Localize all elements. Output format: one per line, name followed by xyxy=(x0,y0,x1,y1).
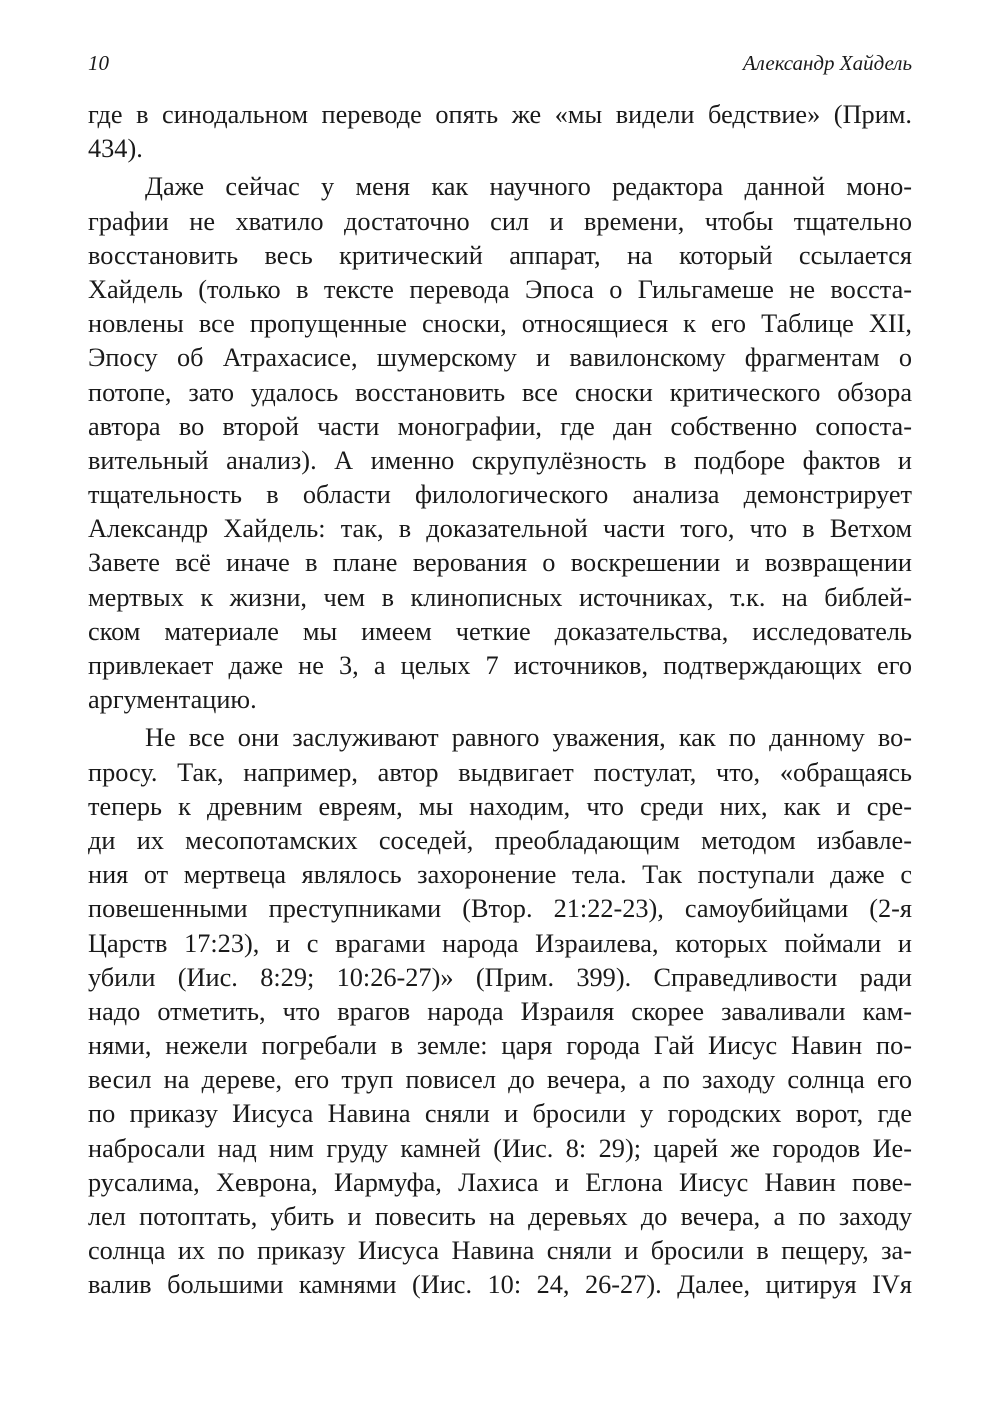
text-line: набросали над ним груду камней (Иис. 8: 29); царей же городов Ие- xyxy=(88,1133,912,1163)
text-line: ском материале мы имеем четкие доказательства, исследователь xyxy=(88,616,912,646)
paragraph-continuation xyxy=(88,98,912,166)
text-line: Александр Хайдель: так, в доказательной части того, что в Ветхом xyxy=(88,514,912,544)
text-line: аргументацию. xyxy=(88,685,257,715)
text-line: убили (Иис. 8:29; 10:26-27)» (Прим. 399). Справедливости ради xyxy=(88,962,912,992)
text-line: новлены все пропущенные сноски, относящиеся к его Таблице XII, xyxy=(88,309,912,339)
text-line: просу. Так, например, автор выдвигает постулат, что, «обращаясь xyxy=(88,757,912,787)
text-line: русалима, Хеврона, Иармуфа, Лахиса и Еглона Иисус Навин пове- xyxy=(88,1167,912,1197)
text-line: весил на дереве, его труп повисел до вечера, а по заходу солнца его xyxy=(88,1065,912,1095)
text-line: где в синодальном переводе опять же «мы видели бедствие» (Прим. xyxy=(88,100,912,129)
text-line: нями, нежели погребали в земле: царя города Гай Иисус Навин по- xyxy=(88,1031,912,1061)
text-line: 434). xyxy=(88,134,143,164)
text-line: Царств 17:23), и с врагами народа Израилева, которых поймали и xyxy=(88,928,912,958)
text-line: валив большими камнями (Иис. 10: 24, 26-27). Далее, цитируя IVя xyxy=(88,1270,912,1300)
text-line: вительный анализ). А именно скрупулёзность в подборе фактов и xyxy=(88,445,912,475)
text-line: солнца их по приказу Иисуса Навина сняли и бросили в пещеру, за- xyxy=(88,1236,912,1266)
paragraph-burial-analysis xyxy=(88,721,912,1302)
text-line: Хайдель (только в тексте перевода Эпоса о Гильгамеше не восста- xyxy=(88,274,912,304)
text-line: Даже сейчас у меня как научного редактора данной моно- xyxy=(145,172,912,202)
text-line: автора во второй части монографии, где дан собственно сопоста- xyxy=(88,411,912,441)
text-line: Эпосу об Атрахасисе, шумерскому и вавилонскому фрагментам о xyxy=(88,343,912,373)
body-text xyxy=(88,98,912,1303)
page-number: 10 xyxy=(88,51,109,75)
text-line: повешенными преступниками (Втор. 21:22-23), самоубийцами (2-я xyxy=(88,894,912,924)
text-line: ди их месопотамских соседей, преобладающим методом избавле- xyxy=(88,825,912,855)
text-line: графии не хватило достаточно сил и времени, чтобы тщательно xyxy=(88,206,912,236)
text-line: мертвых к жизни, чем в клинописных источниках, т.к. на библей- xyxy=(88,582,912,612)
text-line: надо отметить, что врагов народа Израиля скорее заваливали кам- xyxy=(88,996,912,1026)
text-line: потопе, зато удалось восстановить все сноски критического обзора xyxy=(88,377,912,407)
text-line: лел потоптать, убить и повесить на деревьях до вечера, а по заходу xyxy=(88,1202,912,1231)
text-line: тщательность в области филологического анализа демонстрирует xyxy=(88,480,912,510)
text-line: восстановить весь критический аппарат, на который ссылается xyxy=(88,240,912,270)
text-line: привлекает даже не 3, а целых 7 источников, подтверждающих его xyxy=(88,651,912,680)
paragraph-editor-note xyxy=(88,170,912,717)
text-line: Завете всё иначе в плане верования о воскрешении и возвращении xyxy=(88,548,912,578)
running-title: Александр Хайдель xyxy=(742,51,912,75)
text-line: Не все они заслуживают равного уважения, как по данному во- xyxy=(145,723,912,753)
text-line: по приказу Иисуса Навина сняли и бросили у городских ворот, где xyxy=(88,1099,912,1129)
text-line: ния от мертвеца являлось захоронение тела. Так поступали даже с xyxy=(88,860,912,890)
text-line: теперь к древним евреям, мы находим, что среди них, как и сре- xyxy=(88,791,912,821)
page-header xyxy=(88,46,912,80)
